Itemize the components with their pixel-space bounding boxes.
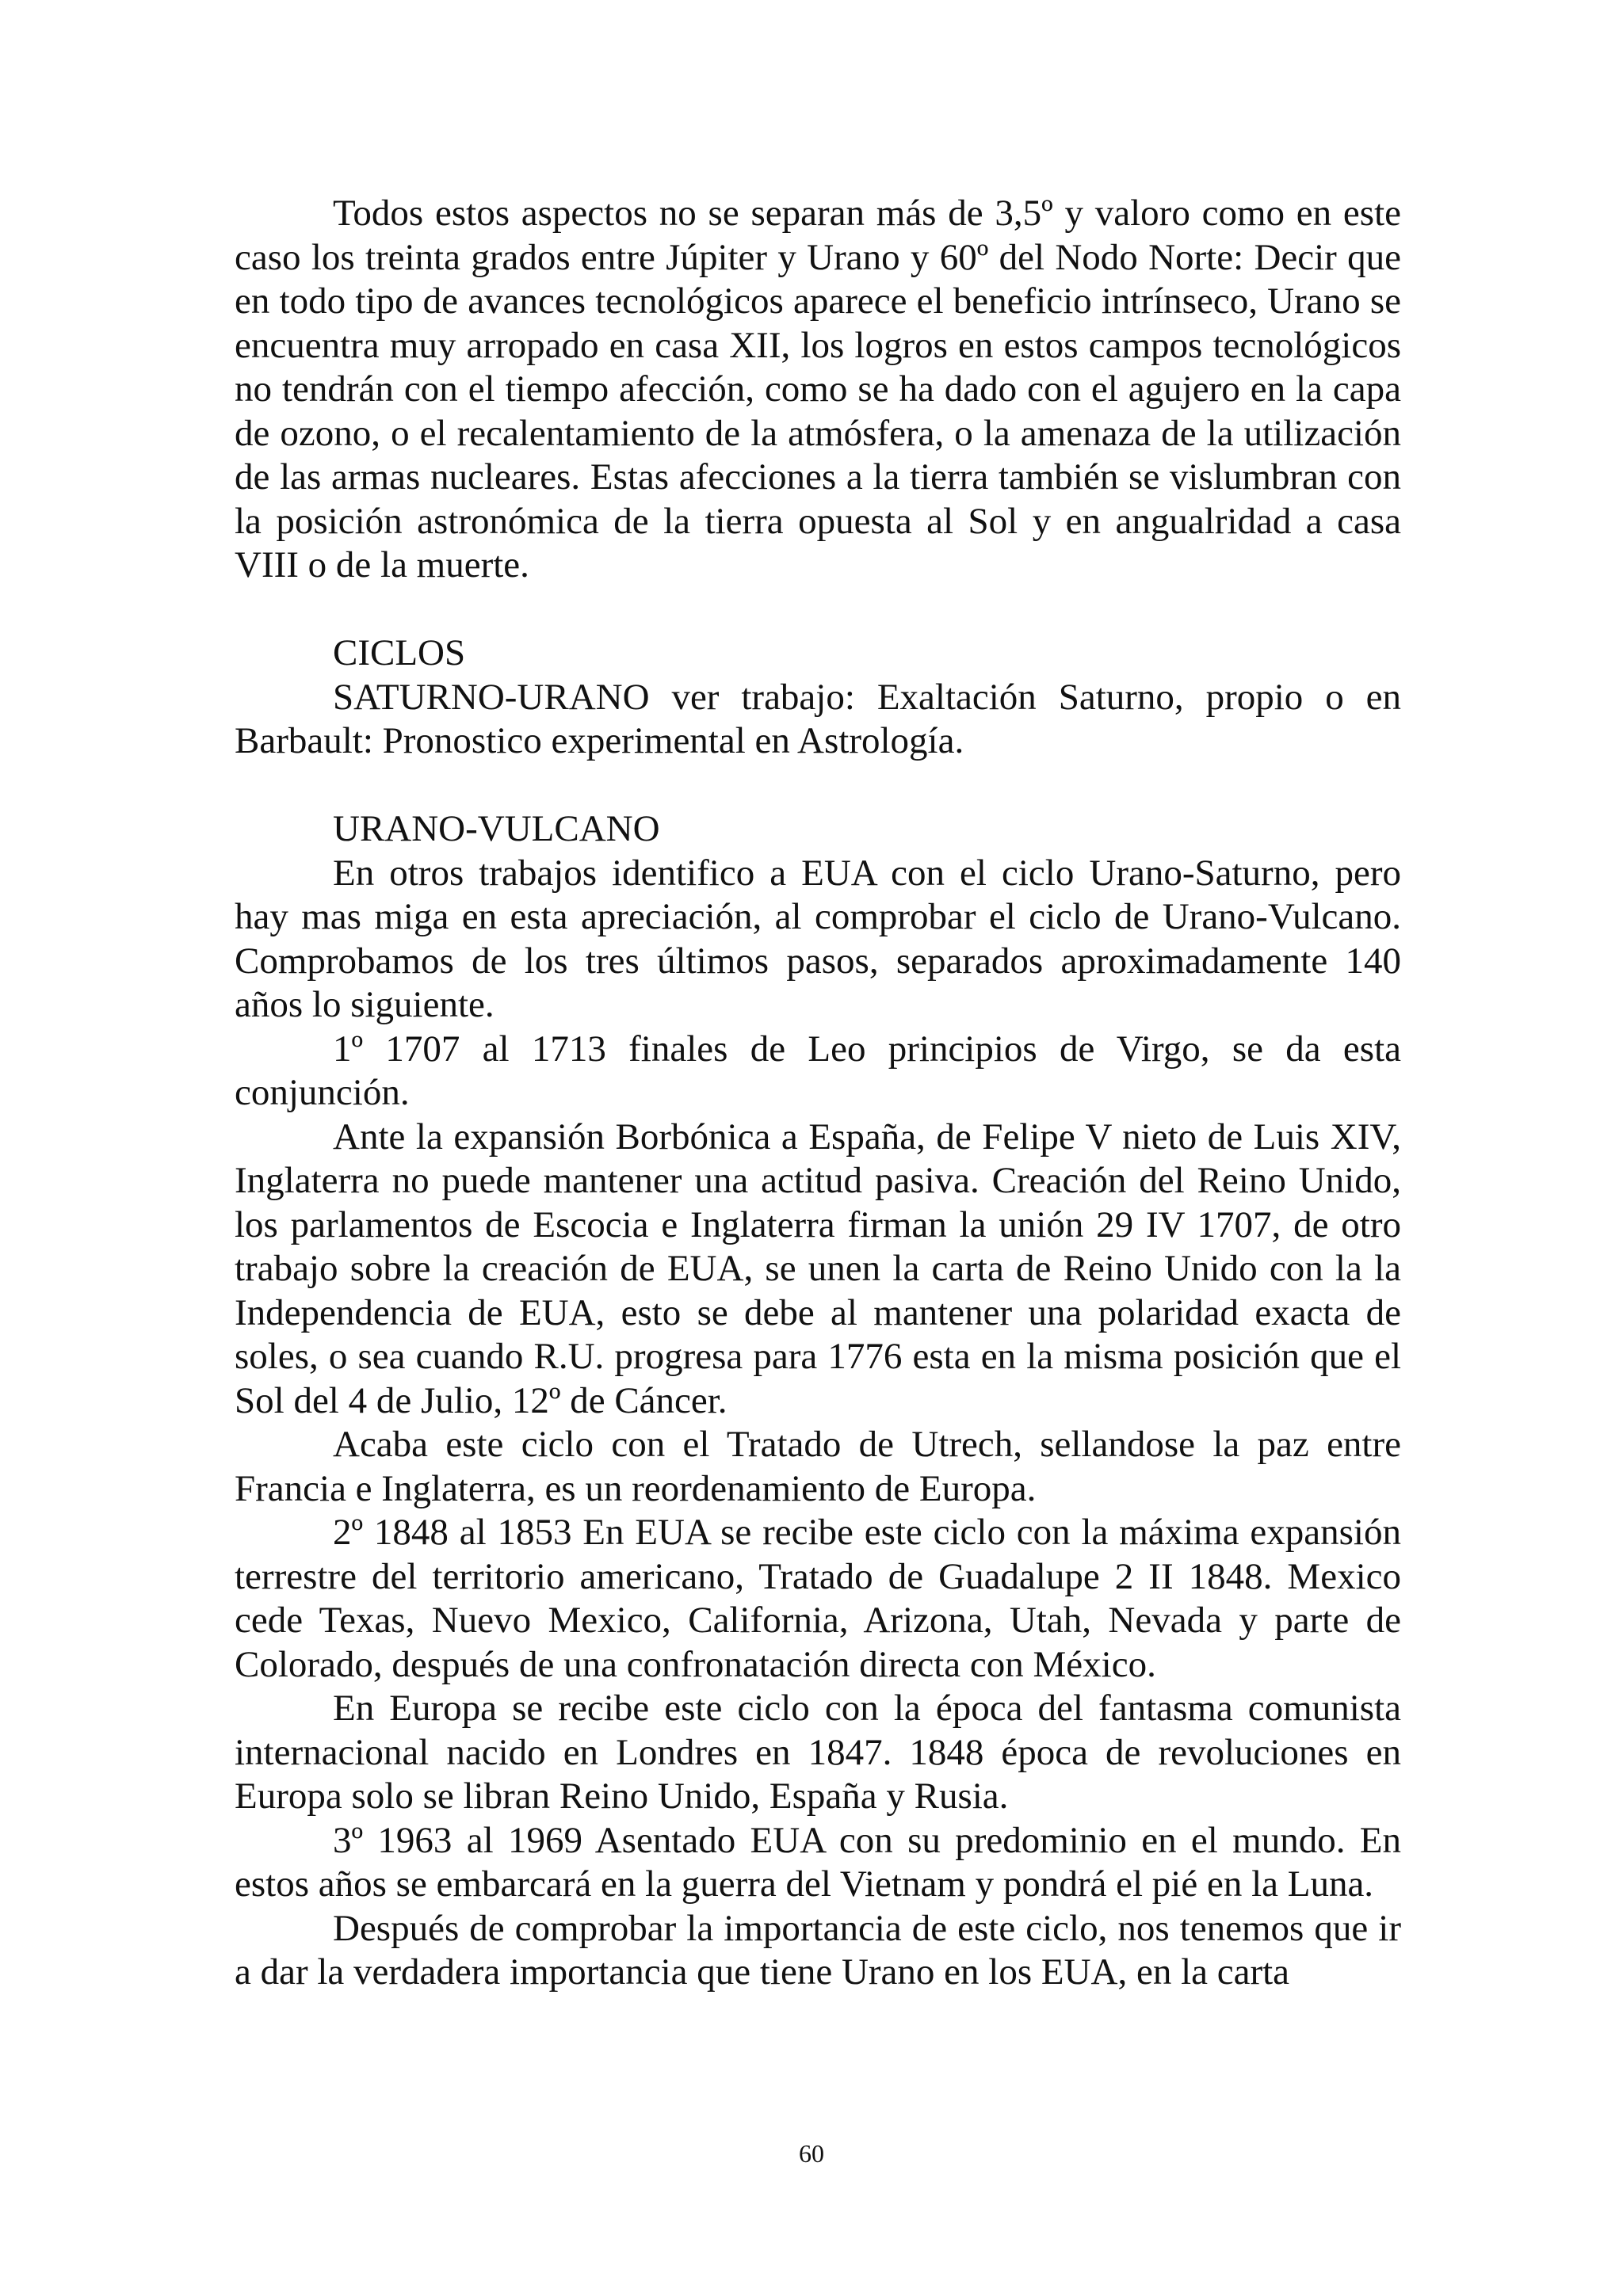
paragraph-expansion-borbonica: Ante la expansión Borbónica a España, de Felipe V nieto de Luis XIV, Inglaterra no puede mantener una actitud pasiva. Creación del Reino Unido, los parlamentos de Escocia e Inglaterra firman la unión 29 IV 1707, de otro trabajo sobre la creación de EUA, se unen la carta de Reino Unido con la la Independencia de EUA, esto se debe al mantener una polaridad exacta de soles, o sea cuando R.U. progresa para 1776 esta en la misma posición que el Sol del 4 de Julio, 12º de Cáncer.: [235, 1116, 1401, 1421]
paragraph-tercer-paso: 3º 1963 al 1969 Asentado EUA con su predominio en el mundo. En estos años se embarcará en la guerra del Vietnam y pondrá el pié en la Luna.: [235, 1819, 1401, 1905]
paragraph-segundo-paso: 2º 1848 al 1853 En EUA se recibe este ciclo con la máxima expansión terrestre del territorio americano, Tratado de Guadalupe 2 II 1848. Mexico cede Texas, Nuevo Mexico, California, Arizona, Utah, Nevada y parte de Colorado, después de una confronatación directa con México.: [235, 1512, 1401, 1685]
page-number: 60: [799, 2139, 824, 2168]
paragraph-europa: En Europa se recibe este ciclo con la época del fantasma comunista internacional nacido en Londres en 1847. 1848 época de revoluciones en Europa solo se libran Reino Unido, España y Rusia.: [235, 1688, 1401, 1817]
paragraph-primer-paso: 1º 1707 al 1713 finales de Leo principios de Virgo, se da esta conjunción.: [235, 1028, 1401, 1113]
paragraph-otros-trabajos: En otros trabajos identifico a EUA con el ciclo Urano-Saturno, pero hay mas miga en esta apreciación, al comprobar el ciclo de Urano-Vulcano. Comprobamos de los tres últimos pasos, separados aproximadamente 140 años lo siguiente.: [235, 852, 1401, 1025]
body-text: [235, 192, 1401, 1995]
heading-ciclos: CICLOS: [333, 632, 466, 673]
paragraph-despues: Después de comprobar la importancia de este ciclo, nos tenemos que ir a dar la verdadera importancia que tiene Urano en los EUA, en la carta: [235, 1907, 1401, 1993]
paragraph-aspectos: Todos estos aspectos no se separan más de 3,5º y valoro como en este caso los treinta grados entre Júpiter y Urano y 60º del Nodo Norte: Decir que en todo tipo de avances tecnológicos aparece el beneficio intrínseco, Urano se encuentra muy arropado en casa XII, los logros en estos campos tecnológicos no tendrán con el tiempo afección, como se ha dado con el agujero en la capa de ozono, o el recalentamiento de la atmósfera, o la amenaza de la utilización de las armas nucleares. Estas afecciones a la tierra también se vislumbran con la posición astronómica de la tierra opuesta al Sol y en angualridad a casa VIII o de la muerte.: [235, 193, 1401, 585]
paragraph-saturno-urano: SATURNO-URANO ver trabajo: Exaltación Saturno, propio o en Barbault: Pronostico experimental en Astrología.: [235, 676, 1401, 761]
heading-urano-vulcano: URANO-VULCANO: [333, 808, 660, 849]
paragraph-tratado-utrech: Acaba este ciclo con el Tratado de Utrech, sellandose la paz entre Francia e Inglaterra, es un reordenamiento de Europa.: [235, 1424, 1401, 1509]
